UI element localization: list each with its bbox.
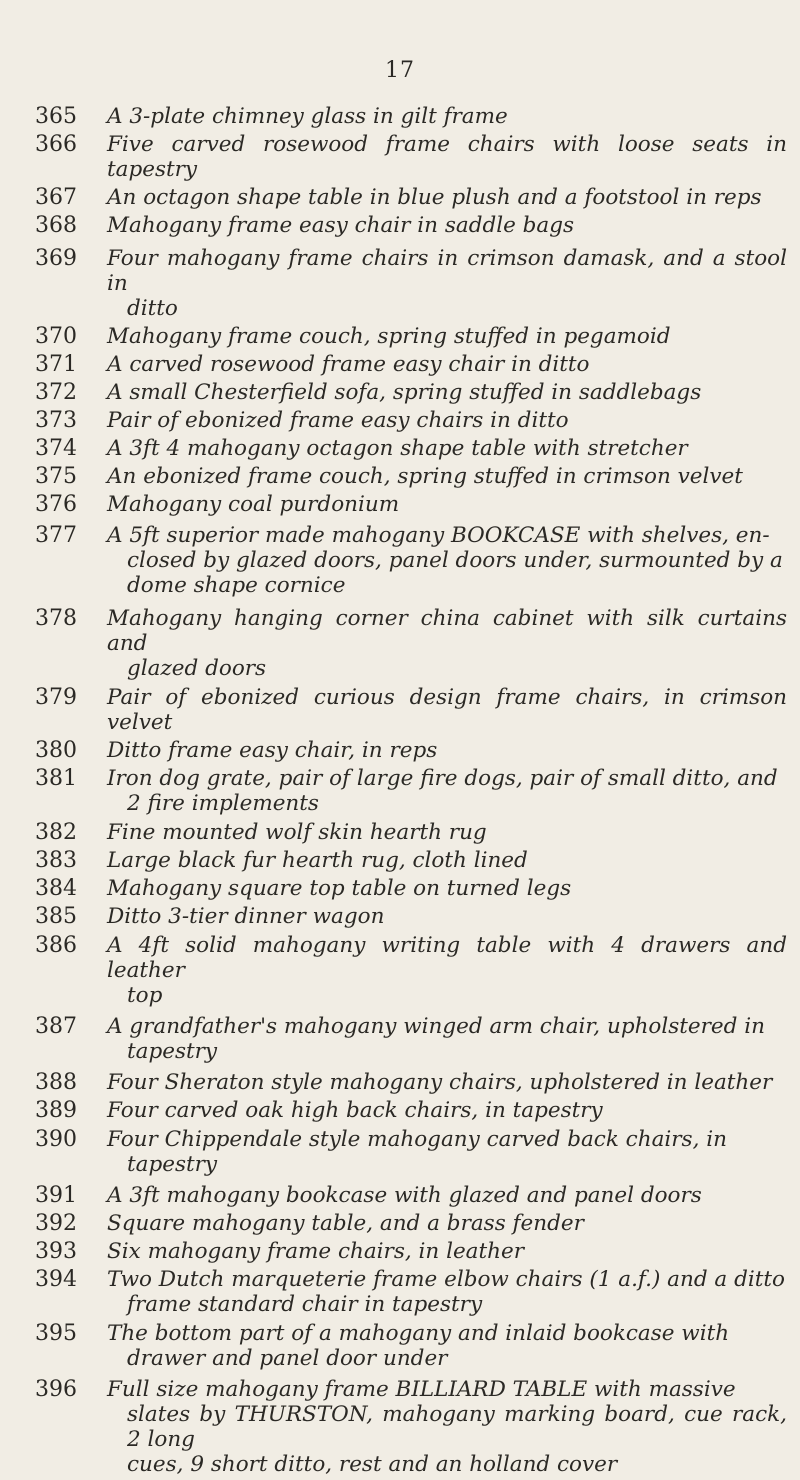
- lot-description-line: Ditto 3-tier dinner wagon: [107, 904, 385, 929]
- lot-description-line: Ditto frame easy chair, in reps: [107, 738, 438, 763]
- page-number: 17: [385, 58, 415, 83]
- lot-description: [107, 685, 795, 735]
- lot-description-line: Two Dutch marqueterie frame elbow chairs (1 a.f.) and a ditto: [107, 1267, 785, 1292]
- lot-number: 374: [35, 436, 77, 461]
- lot-description-line: frame standard chair in tapestry: [127, 1292, 483, 1317]
- lot-description: [107, 1239, 795, 1264]
- lot-item: [35, 1127, 795, 1177]
- lot-number: 367: [35, 185, 77, 210]
- lot-description-line: A 3ft 4 mahogany octagon shape table with stretcher: [107, 436, 688, 461]
- lot-number: 382: [35, 820, 77, 845]
- lot-description-line: An octagon shape table in blue plush and a footstool in reps: [107, 185, 762, 210]
- lot-item: [35, 876, 795, 901]
- lot-item: [35, 246, 795, 321]
- lot-description: [107, 1183, 795, 1208]
- lot-item: [35, 213, 795, 238]
- lot-item: [35, 492, 795, 517]
- lot-item: [35, 766, 795, 816]
- lot-item: [35, 933, 795, 1008]
- lot-number: 381: [35, 766, 77, 791]
- lot-number: 383: [35, 848, 77, 873]
- lot-description-line: top: [127, 983, 163, 1008]
- lot-description-line: Iron dog grate, pair of large fire dogs, pair of small ditto, and: [107, 766, 778, 791]
- lot-description: [107, 523, 795, 598]
- lot-description: [107, 246, 795, 321]
- lot-description-line: Four Chippendale style mahogany carved back chairs, in: [107, 1127, 727, 1152]
- lot-item: [35, 324, 795, 349]
- lot-description-line: A carved rosewood frame easy chair in ditto: [107, 352, 590, 377]
- lot-number: 384: [35, 876, 77, 901]
- lot-description-line: glazed doors: [127, 656, 267, 681]
- lot-description-line: Six mahogany frame chairs, in leather: [107, 1239, 524, 1264]
- lot-number: 395: [35, 1321, 77, 1346]
- lot-number: 371: [35, 352, 77, 377]
- lot-description: [107, 1127, 795, 1177]
- lot-description-line: Square mahogany table, and a brass fender: [107, 1211, 584, 1236]
- lot-description-line: Mahogany frame easy chair in saddle bags: [107, 213, 575, 238]
- lot-description-line: cues, 9 short ditto, rest and an holland cover: [127, 1452, 618, 1477]
- lot-description-line: tapestry: [127, 1152, 218, 1177]
- lot-description: [107, 104, 795, 129]
- lot-description-line: A 4ft solid mahogany writing table with 4 drawers and leather: [107, 933, 787, 983]
- lot-description-line: tapestry: [127, 1039, 218, 1064]
- lot-number: 369: [35, 246, 77, 271]
- lot-description: [107, 436, 795, 461]
- lot-description: [107, 1098, 795, 1123]
- lot-item: [35, 1321, 795, 1371]
- lot-item: [35, 1239, 795, 1264]
- lot-description: [107, 1014, 795, 1064]
- lot-description-line: dome shape cornice: [127, 573, 346, 598]
- lot-description-line: slates by THURSTON, mahogany marking board, cue rack, 2 long: [127, 1402, 787, 1452]
- lot-number: 368: [35, 213, 77, 238]
- lot-number: 372: [35, 380, 77, 405]
- lot-description-line: Fine mounted wolf skin hearth rug: [107, 820, 487, 845]
- lot-number: 380: [35, 738, 77, 763]
- lot-description-line: Four carved oak high back chairs, in tapestry: [107, 1098, 603, 1123]
- lot-description-line: drawer and panel door under: [127, 1346, 448, 1371]
- lot-number: 390: [35, 1127, 77, 1152]
- lot-item: [35, 408, 795, 433]
- lot-number: 396: [35, 1377, 77, 1402]
- lot-description-line: 2 fire implements: [127, 791, 319, 816]
- lot-description: [107, 380, 795, 405]
- lot-description-line: A small Chesterfield sofa, spring stuffed in saddlebags: [107, 380, 702, 405]
- lot-description-line: A 3-plate chimney glass in gilt frame: [107, 104, 508, 129]
- lot-description: [107, 132, 795, 182]
- lot-description-line: closed by glazed doors, panel doors under, surmounted by a: [127, 548, 783, 573]
- lot-number: 366: [35, 132, 77, 157]
- lot-description-line: Mahogany frame couch, spring stuffed in pegamoid: [107, 324, 671, 349]
- lot-item: [35, 904, 795, 929]
- lot-description-line: Large black fur hearth rug, cloth lined: [107, 848, 528, 873]
- lot-description: [107, 876, 795, 901]
- lot-item: [35, 1014, 795, 1064]
- lot-item: [35, 685, 795, 735]
- lot-item: [35, 132, 795, 182]
- lot-number: 377: [35, 523, 77, 548]
- lot-number: 387: [35, 1014, 77, 1039]
- lot-description: [107, 606, 795, 681]
- lot-description: [107, 766, 795, 816]
- lot-description-line: The bottom part of a mahogany and inlaid bookcase with: [107, 1321, 730, 1346]
- lot-item: [35, 464, 795, 489]
- lot-number: 379: [35, 685, 77, 710]
- lot-description: [107, 464, 795, 489]
- lot-item: [35, 185, 795, 210]
- lot-description-line: Full size mahogany frame BILLIARD TABLE with massive: [107, 1377, 736, 1402]
- lot-description-line: Four Sheraton style mahogany chairs, upholstered in leather: [107, 1070, 773, 1095]
- lot-number: 391: [35, 1183, 77, 1208]
- lot-item: [35, 352, 795, 377]
- lot-list: [35, 104, 795, 1480]
- lot-description: [107, 324, 795, 349]
- lot-number: 386: [35, 933, 77, 958]
- lot-description: [107, 492, 795, 517]
- lot-number: 375: [35, 464, 77, 489]
- lot-description: [107, 933, 795, 1008]
- lot-item: [35, 1377, 795, 1477]
- lot-number: 378: [35, 606, 77, 631]
- lot-number: 370: [35, 324, 77, 349]
- lot-description: [107, 1070, 795, 1095]
- lot-item: [35, 436, 795, 461]
- lot-number: 373: [35, 408, 77, 433]
- lot-description: [107, 848, 795, 873]
- lot-item: [35, 1267, 795, 1317]
- lot-description: [107, 904, 795, 929]
- lot-description-line: Mahogany hanging corner china cabinet with silk curtains and: [107, 606, 787, 656]
- lot-description-line: An ebonized frame couch, spring stuffed in crimson velvet: [107, 464, 743, 489]
- lot-item: [35, 1183, 795, 1208]
- lot-item: [35, 1211, 795, 1236]
- lot-description: [107, 1267, 795, 1317]
- lot-description-line: A 3ft mahogany bookcase with glazed and panel doors: [107, 1183, 702, 1208]
- lot-description-line: ditto: [127, 296, 178, 321]
- lot-item: [35, 738, 795, 763]
- lot-description: [107, 1377, 795, 1477]
- lot-description-line: Four mahogany frame chairs in crimson damask, and a stool in: [107, 246, 787, 296]
- lot-number: 392: [35, 1211, 77, 1236]
- lot-description-line: Pair of ebonized frame easy chairs in ditto: [107, 408, 569, 433]
- lot-description: [107, 352, 795, 377]
- lot-number: 388: [35, 1070, 77, 1095]
- lot-item: [35, 380, 795, 405]
- lot-item: [35, 606, 795, 681]
- lot-description-line: A 5ft superior made mahogany BOOKCASE with shelves, en-: [107, 523, 770, 548]
- lot-description: [107, 738, 795, 763]
- lot-item: [35, 820, 795, 845]
- lot-description: [107, 1211, 795, 1236]
- lot-number: 376: [35, 492, 77, 517]
- lot-number: 385: [35, 904, 77, 929]
- lot-description-line: Mahogany square top table on turned legs: [107, 876, 572, 901]
- lot-description-line: Mahogany coal purdonium: [107, 492, 400, 517]
- lot-item: [35, 1070, 795, 1095]
- lot-description: [107, 213, 795, 238]
- lot-item: [35, 104, 795, 129]
- lot-description: [107, 185, 795, 210]
- lot-number: 393: [35, 1239, 77, 1264]
- lot-number: 389: [35, 1098, 77, 1123]
- lot-number: 365: [35, 104, 77, 129]
- lot-description-line: Pair of ebonized curious design frame chairs, in crimson velvet: [107, 685, 787, 735]
- lot-description-line: Five carved rosewood frame chairs with loose seats in tapestry: [107, 132, 787, 182]
- lot-description: [107, 820, 795, 845]
- lot-item: [35, 523, 795, 598]
- lot-description-line: A grandfather's mahogany winged arm chair, upholstered in: [107, 1014, 765, 1039]
- lot-item: [35, 1098, 795, 1123]
- lot-item: [35, 848, 795, 873]
- lot-number: 394: [35, 1267, 77, 1292]
- lot-description: [107, 408, 795, 433]
- lot-description: [107, 1321, 795, 1371]
